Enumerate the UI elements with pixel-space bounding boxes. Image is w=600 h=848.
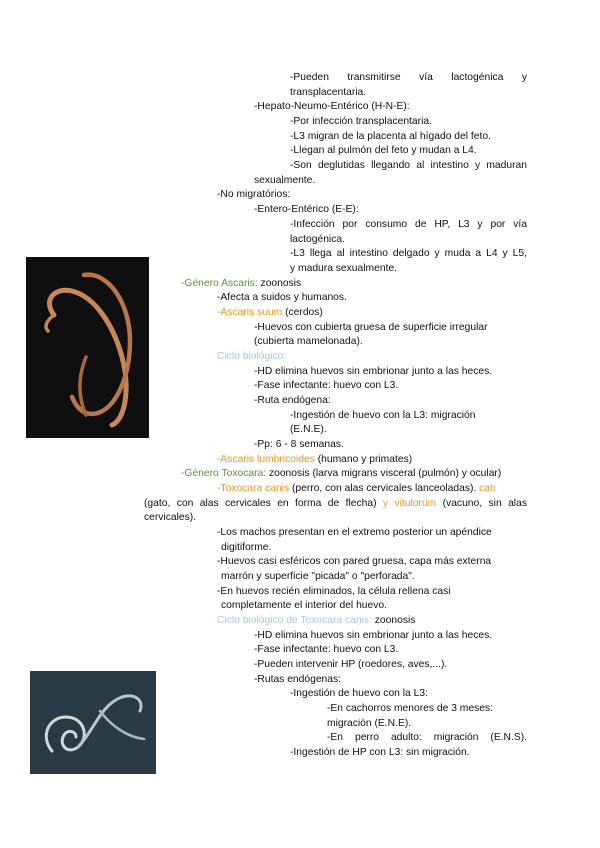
text-line: -Ingestión de HP con L3: sin migración. (290, 747, 470, 758)
species-name-cati: cati (476, 483, 496, 494)
text-line: -HD elimina huevos sin embrionar junto a las heces. (254, 630, 493, 641)
text-line: -Por infección transplacentaria. (290, 116, 432, 127)
text-line: cervicales). (144, 512, 197, 523)
section-title: Ciclo biológico de Toxocara canis: (217, 615, 372, 626)
species-line-toxocara-canis (217, 482, 495, 497)
genus-note: zoonosis (larva migrans visceral (pulmón) y ocular) (266, 468, 502, 479)
text-line: -Son deglutidas llegando al intestino y maduran (290, 160, 527, 171)
text-line: -L3 migran de la placenta al hígado del feto. (290, 131, 491, 142)
text-line: y madura sexualmente. (290, 263, 398, 274)
species-line-ascaris-suum (217, 306, 323, 321)
text-line: -No migratórios: (217, 189, 291, 200)
species-name: -Toxocara canis (217, 483, 290, 494)
text-line: -Pp: 6 - 8 semanas. (254, 439, 344, 450)
genus-name: -Género Ascaris: (181, 278, 258, 289)
section-heading-ciclo-toxocara (217, 614, 415, 629)
toxocara-larva-illustration (30, 671, 156, 774)
text-line: digitiforme. (221, 542, 272, 553)
text-line: -Ingestión de huevo con la L3: migración (290, 410, 476, 421)
text-line: -Pueden intervenir HP (roedores, aves,...). (254, 659, 448, 670)
text-line: -En cachorros menores de 3 meses: (327, 703, 493, 714)
text-line: -Los machos presentan en el extremo posterior un apéndice (217, 527, 492, 538)
ascaris-worm-photo (26, 257, 149, 438)
text-line: -HD elimina huevos sin embrionar junto a las heces. (254, 366, 493, 377)
text-line: -Huevos con cubierta gruesa de superficie irregular (254, 322, 488, 333)
text-line: -En huevos recién eliminados, la célula rellena casi (217, 586, 451, 597)
text-line: lactogénica. (290, 234, 345, 245)
text-line: -Infección por consumo de HP, L3 y por vía (290, 219, 527, 230)
text-line: marrón y superficie "picada" o "perforada". (221, 571, 415, 582)
text-line: (E.N.E). (290, 424, 327, 435)
species-note: (gato, con alas cervicales en forma de flecha) (144, 498, 377, 509)
ascaris-worm-illustration (26, 257, 149, 438)
species-note: (vacuno, sin alas (436, 498, 527, 509)
text-line: migración (E.N.E). (327, 718, 412, 729)
text-line: sexualmente. (254, 175, 316, 186)
text-line: -En perro adulto: migración (E.N.S). (327, 732, 527, 743)
text-line: transplacentaria. (290, 87, 367, 98)
genus-name: -Género Toxocara: (181, 468, 267, 479)
text-line: -Ingestión de huevo con la L3: (290, 688, 428, 699)
text-line: -Huevos casi esféricos con pared gruesa, capa más externa (217, 556, 492, 567)
text-line: completamente el interior del huevo. (221, 600, 387, 611)
species-note: (perro, con alas cervicales lanceoladas). (289, 483, 477, 494)
section-heading-ciclo: Ciclo biológico: (217, 351, 287, 362)
genus-note: zoonosis (257, 278, 302, 289)
text-line: -Llegan al pulmón del feto y mudan a L4. (290, 145, 477, 156)
species-line-cati-vitulorum (144, 497, 527, 512)
text-line: -Ruta endógena: (254, 395, 331, 406)
genus-heading-toxocara (181, 467, 501, 482)
text-line: -L3 llega al intestino delgado y muda a L4 y L5, (290, 248, 527, 259)
text-line: -Entero-Entérico (E-E): (254, 204, 359, 215)
species-name: -Ascaris lumbricoides (217, 454, 315, 465)
text-line: -Afecta a suidos y humanos. (217, 292, 347, 303)
species-note: (humano y primates) (314, 454, 413, 465)
species-name: -Ascaris suum (217, 307, 283, 318)
section-note: zoonosis (371, 615, 416, 626)
genus-heading-ascaris (181, 277, 301, 292)
text-line: -Fase infectante: huevo con L3. (254, 380, 399, 391)
text-line: -Hepato-Neumo-Entérico (H-N-E): (254, 101, 410, 112)
text-line: -Fase infectante: huevo con L3. (254, 644, 399, 655)
toxocara-larva-photo (30, 671, 156, 774)
text-line: (cubierta mamelonada). (254, 336, 363, 347)
text-line: -Pueden transmitirse vía lactogénica y (290, 72, 527, 83)
species-line-ascaris-lumbricoides (217, 453, 412, 468)
species-note: (cerdos) (282, 307, 323, 318)
text-line: -Rutas endógenas: (254, 674, 342, 685)
species-name-vitulorum: y vitulorum (376, 498, 437, 509)
